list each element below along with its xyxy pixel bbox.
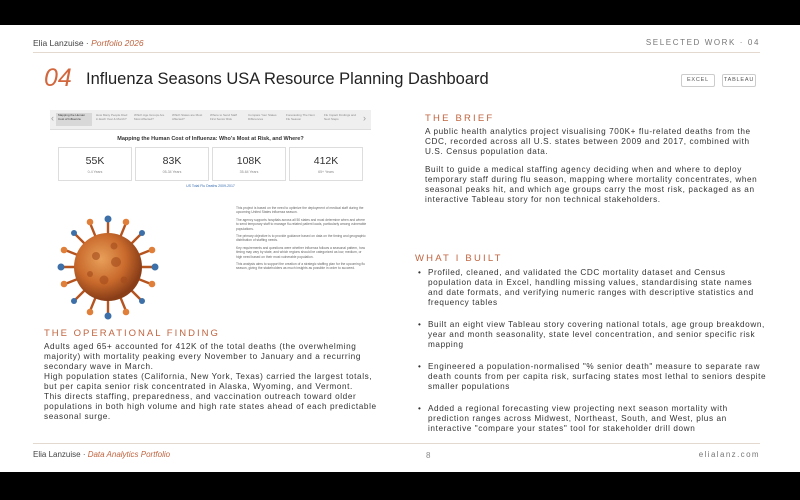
story-tab[interactable]: Which States are Most Affected? bbox=[172, 113, 203, 121]
brand: Elia Lanzuise · Portfolio 2026 bbox=[33, 38, 144, 48]
operational-heading: THE OPERATIONAL FINDING bbox=[44, 328, 220, 339]
story-tab[interactable]: Forecasting The Next Flu Season bbox=[286, 113, 315, 121]
virus-illustration bbox=[54, 210, 162, 325]
story-tab[interactable]: Where to Send Staff First Senior Risk bbox=[210, 113, 237, 121]
brief-paragraph: Built to guide a medical staffing agency deciding when and where to deploy temporary staff during flu season, mapping where mortality concentrates, when seasonal peaks hit, and which age groups carry the most risk, packaged as an interactive Tableau story for non technical stakeholders. bbox=[425, 165, 758, 204]
built-heading: WHAT I BUILT bbox=[415, 253, 503, 264]
chevron-left-icon[interactable]: ‹ bbox=[51, 113, 54, 123]
operational-body bbox=[44, 342, 384, 422]
description-paragraph: This project is based on the need to optimize the deployment of medical staff during the upcoming United States influenza season. bbox=[236, 206, 364, 215]
kpi-value: 83K bbox=[162, 155, 182, 167]
dashboard-screenshot bbox=[50, 110, 371, 332]
kpi-row bbox=[58, 147, 363, 181]
kpi-card bbox=[212, 147, 286, 181]
footer-name: Elia Lanzuise bbox=[33, 450, 81, 459]
operational-line: High population states (California, New York, Texas) carried the largest totals, but per capita senior risk concentrated in Alaska, Wyoming, and Vermont. bbox=[44, 372, 373, 391]
tag-excel: EXCEL bbox=[681, 74, 715, 87]
kpi-label: 65+ Years bbox=[318, 170, 334, 174]
kpi-label: 35-64 Years bbox=[239, 170, 259, 174]
website-link[interactable]: elialanz.com bbox=[698, 450, 760, 459]
story-tab[interactable]: How Many People Died in Each Year & Month? bbox=[96, 113, 128, 121]
description-paragraph: Key requirements and questions were whether influenza follows a seasonal pattern, how timing may vary by state, and which regions should be categorized as low, medium, or high need based on their most vulnerable population. bbox=[236, 245, 366, 259]
list-item: • Engineered a population-normalised "% senior death" measure to separate raw death counts from per capita risk, surfacing states most lethal to seniors despite smaller populations bbox=[418, 362, 768, 392]
kpi-card bbox=[289, 147, 363, 181]
list-item: • Profiled, cleaned, and validated the CDC mortality dataset and Census population data in Excel, handling missing values, standardising state names and date formats, and verifying numeric ranges with descriptive statistics and frequency tables bbox=[418, 268, 768, 308]
kpi-card bbox=[135, 147, 209, 181]
kpi-value: 108K bbox=[236, 155, 262, 167]
story-tab[interactable]: Compare Your States Differences bbox=[248, 113, 277, 121]
title-row bbox=[44, 66, 764, 94]
dashboard-title: Mapping the Human Cost of Influenza: Who's Most at Risk, and Where? bbox=[117, 136, 304, 142]
kpi-value: 412K bbox=[313, 155, 339, 167]
page-title: Influenza Seasons USA Resource Planning Dashboard bbox=[86, 70, 489, 88]
page-number: 8 bbox=[426, 451, 431, 460]
portfolio-page bbox=[0, 25, 800, 472]
story-tabs bbox=[50, 110, 371, 130]
top-bar bbox=[33, 37, 760, 53]
brief-heading: THE BRIEF bbox=[425, 113, 495, 124]
footer-portfolio: Data Analytics Portfolio bbox=[87, 450, 171, 459]
operational-line: Adults aged 65+ accounted for 412K of the total deaths (the overwhelming majority) with mortality peaking every November to January and a recurring secondary wave in March. bbox=[44, 342, 361, 371]
portfolio-label: Portfolio 2026 bbox=[91, 38, 144, 48]
dashboard-description bbox=[236, 206, 368, 274]
story-tab[interactable]: Which Age Groups Are Most Affected? bbox=[134, 113, 165, 121]
total-deaths-link[interactable]: US Total Flu Deaths 2009-2017 bbox=[186, 184, 235, 188]
description-paragraph: The agency supports hospitals across all 50 states and must determine when and where to send temporary staff to manage flu-related patient loads, particularly among vulnerable populations. bbox=[236, 217, 367, 231]
built-list bbox=[418, 268, 768, 446]
kpi-label: 0-4 Years bbox=[87, 170, 103, 174]
description-paragraph: The primary objective is to provide guidance based on data on the timing and geographic distribution of staffing needs. bbox=[236, 234, 366, 243]
author-name: Elia Lanzuise bbox=[33, 38, 84, 48]
chevron-right-icon[interactable]: › bbox=[363, 113, 366, 123]
list-item: • Built an eight view Tableau story covering national totals, age group breakdown, year and month seasonality, state level concentration, and senior specific risk mapping bbox=[418, 320, 768, 350]
description-paragraph: This analysis aims to support the creation of a strategic staffing plan for the upcoming flu season, giving the stakeholders as much insights as possible in order to succeed. bbox=[236, 262, 365, 271]
kpi-label: 05-34 Years bbox=[162, 170, 182, 174]
story-tab[interactable]: Mapping the Human Cost of Influenza bbox=[56, 113, 92, 126]
list-item: • Added a regional forecasting view projecting next season mortality with prediction ranges across Midwest, Northeast, South, and West, plus an interactive "compare your states" tool for stakeholder drill down bbox=[418, 404, 768, 434]
kpi-value: 55K bbox=[85, 155, 105, 167]
footer bbox=[33, 443, 760, 463]
footer-brand: Elia Lanzuise · Data Analytics Portfolio bbox=[33, 450, 171, 459]
kpi-card bbox=[58, 147, 132, 181]
operational-line: This directs staffing, preparedness, and vaccination outreach toward older populations in both high volume and high rate states ahead of each predictable seasonal surge. bbox=[44, 392, 377, 421]
tag-tableau: TABLEAU bbox=[722, 74, 756, 87]
project-number: 04 bbox=[44, 64, 72, 92]
section-label: SELECTED WORK · 04 bbox=[645, 38, 760, 47]
story-tab[interactable]: Flu Impact Findings and Next Steps bbox=[324, 113, 357, 121]
brief-paragraph: A public health analytics project visualising 700K+ flu-related deaths from the CDC, recorded across all U.S. states between 2009 and 2017, combined with U.S. Census population data. bbox=[425, 127, 751, 156]
